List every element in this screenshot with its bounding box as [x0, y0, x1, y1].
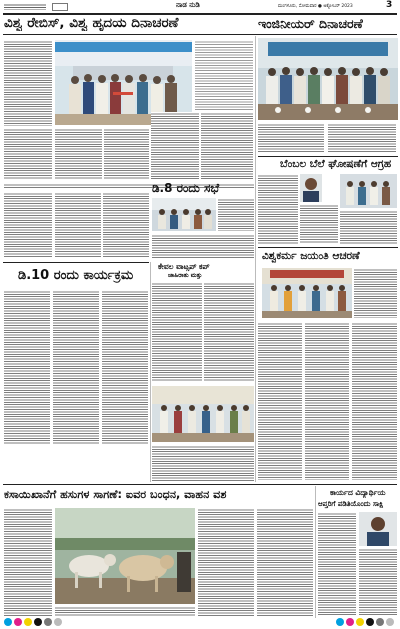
rule-engineer-bottom — [258, 156, 398, 157]
rabies-article-column-6 — [151, 112, 199, 180]
vishwakarma-article-column-1 — [354, 268, 397, 318]
rule-under-headlines — [3, 34, 397, 35]
student-portrait-photo — [359, 512, 397, 546]
d10-article-column-3 — [102, 290, 148, 444]
masthead-left-info — [4, 3, 46, 10]
engineer-day-photo — [258, 38, 398, 120]
headline-engineer-day: ಇಂಜಿನೀಯರ್ ದಿನಾಚರಣೆ — [258, 16, 363, 31]
rabies-article-column-5 — [104, 128, 149, 180]
support-price-portrait-photo — [300, 174, 322, 202]
rabies-article-column-3 — [4, 128, 52, 180]
headline-december-10-programme: ಡಿ.10 ರಂದು ಕಾರ್ಯಕ್ರಮ — [18, 268, 134, 283]
page-number: 3 — [386, 0, 393, 10]
cattle-photo-caption — [55, 606, 195, 616]
registration-dot-lightgrey-right — [386, 618, 394, 626]
support-price-group-photo — [340, 174, 397, 208]
masthead — [0, 0, 400, 16]
left-middle-article-column-2 — [55, 192, 101, 258]
registration-dot-yellow — [24, 618, 32, 626]
subheadline-advertisement: ಜಾಹಿರಾತು ಮತ್ತು — [168, 272, 203, 279]
masthead-small-logo — [52, 3, 68, 11]
student-article-column-2 — [359, 548, 397, 616]
masthead-logo: ನಾಡ ನುಡಿ — [176, 1, 200, 9]
registration-dot-black — [34, 618, 42, 626]
registration-dot-cyan — [4, 618, 12, 626]
meeting-article-column-2 — [152, 234, 254, 258]
vishwakarma-event-photo — [262, 268, 352, 318]
vishwakarma-article-column-3 — [305, 322, 349, 480]
registration-dot-grey-right — [376, 618, 384, 626]
left-middle-article-column-3 — [103, 192, 149, 258]
registration-dot-yellow-right — [356, 618, 364, 626]
engineer-article-column-1 — [258, 123, 324, 153]
support-price-column-1 — [258, 174, 298, 244]
registration-dot-black-right — [366, 618, 374, 626]
headline-cattle-smuggling: ಕಸಾಯಿಖಾನೆಗೆ ಹಸುಗಳ ಸಾಗಣೆ: ಐವರ ಬಂಧನ, ವಾಹನ ವಶ — [4, 488, 227, 501]
vishwakarma-article-column-4 — [352, 322, 397, 480]
support-price-column-2 — [300, 204, 338, 244]
rabies-article-column-1 — [4, 40, 52, 126]
rabies-article-column-7 — [201, 112, 253, 180]
rule-d10-top — [3, 262, 149, 263]
registration-dot-grey — [44, 618, 52, 626]
registration-dot-lightgrey — [54, 618, 62, 626]
headline-vishwakarma-jayanti: ವಿಶ್ವಕರ್ಮ ಜಯಂತಿ ಆಚರಣೆ — [262, 250, 360, 262]
column-separator-3 — [315, 486, 316, 618]
headline-rabies-heart-day: ವಿಶ್ವ ರೇಬಿಸ್, ವಿಶ್ವ ಹೃದಯ ದಿನಾಚರಣೆ — [4, 15, 179, 31]
d10-article-column-1 — [4, 290, 50, 444]
cattle-article-column-1 — [4, 508, 52, 616]
rule-cattle-top — [3, 484, 397, 485]
whatsapp-article-column-1 — [152, 282, 202, 382]
student-article-column-1 — [318, 512, 356, 616]
rabies-article-column-4 — [55, 128, 102, 180]
meeting-photo — [152, 198, 216, 231]
vishwakarma-article-column-2 — [258, 322, 302, 480]
headline-student-work: ಕಾರ್ಯದ ವಿದ್ಯಾರ್ಥಿಯ — [330, 488, 386, 497]
subheadline-student-witness: ಆಪ್ತರಿಗೆ ಪಡಿತಿಯೊಂದು ಸಾಕ್ಷಿ — [318, 500, 384, 508]
registration-dot-cyan-right — [336, 618, 344, 626]
registration-dot-magenta — [14, 618, 22, 626]
headline-whatsapp-cup: ಕೇವಲ ವಾಟ್ಸಪ್ ಕಪ್ — [158, 262, 210, 271]
engineer-article-column-2 — [328, 123, 396, 153]
d10-article-column-2 — [53, 290, 99, 444]
rule-vishwakarma-top — [258, 247, 398, 248]
whatsapp-article-column-2 — [204, 282, 254, 382]
middle-article-continued — [152, 445, 254, 481]
column-separator-2 — [150, 262, 151, 482]
cattle-article-column-3 — [257, 508, 313, 616]
registration-marks — [0, 619, 400, 629]
cattle-photo — [55, 508, 195, 604]
meeting-article-column-1 — [218, 198, 254, 231]
headline-december-8-meeting: ಡಿ.8 ರಂದು ಸಭೆ — [152, 181, 220, 195]
headline-support-price: ಬೆಂಬಲ ಬೆಲೆ ಘೋಷಣೆಗೆ ಆಗ್ರಹ — [280, 158, 392, 170]
masthead-date: ಮಂಗಳೂರು, ಸೋಮವಾರ ● ಅಕ್ಟೋಬರ್ 2023 — [278, 4, 353, 9]
cattle-article-column-2 — [198, 508, 254, 616]
left-middle-article-column-1 — [4, 192, 52, 258]
rabies-article-column-2 — [195, 40, 253, 110]
registration-dot-magenta-right — [346, 618, 354, 626]
column-separator-1 — [255, 36, 256, 482]
support-price-column-3 — [340, 210, 397, 244]
middle-event-photo — [152, 386, 254, 442]
